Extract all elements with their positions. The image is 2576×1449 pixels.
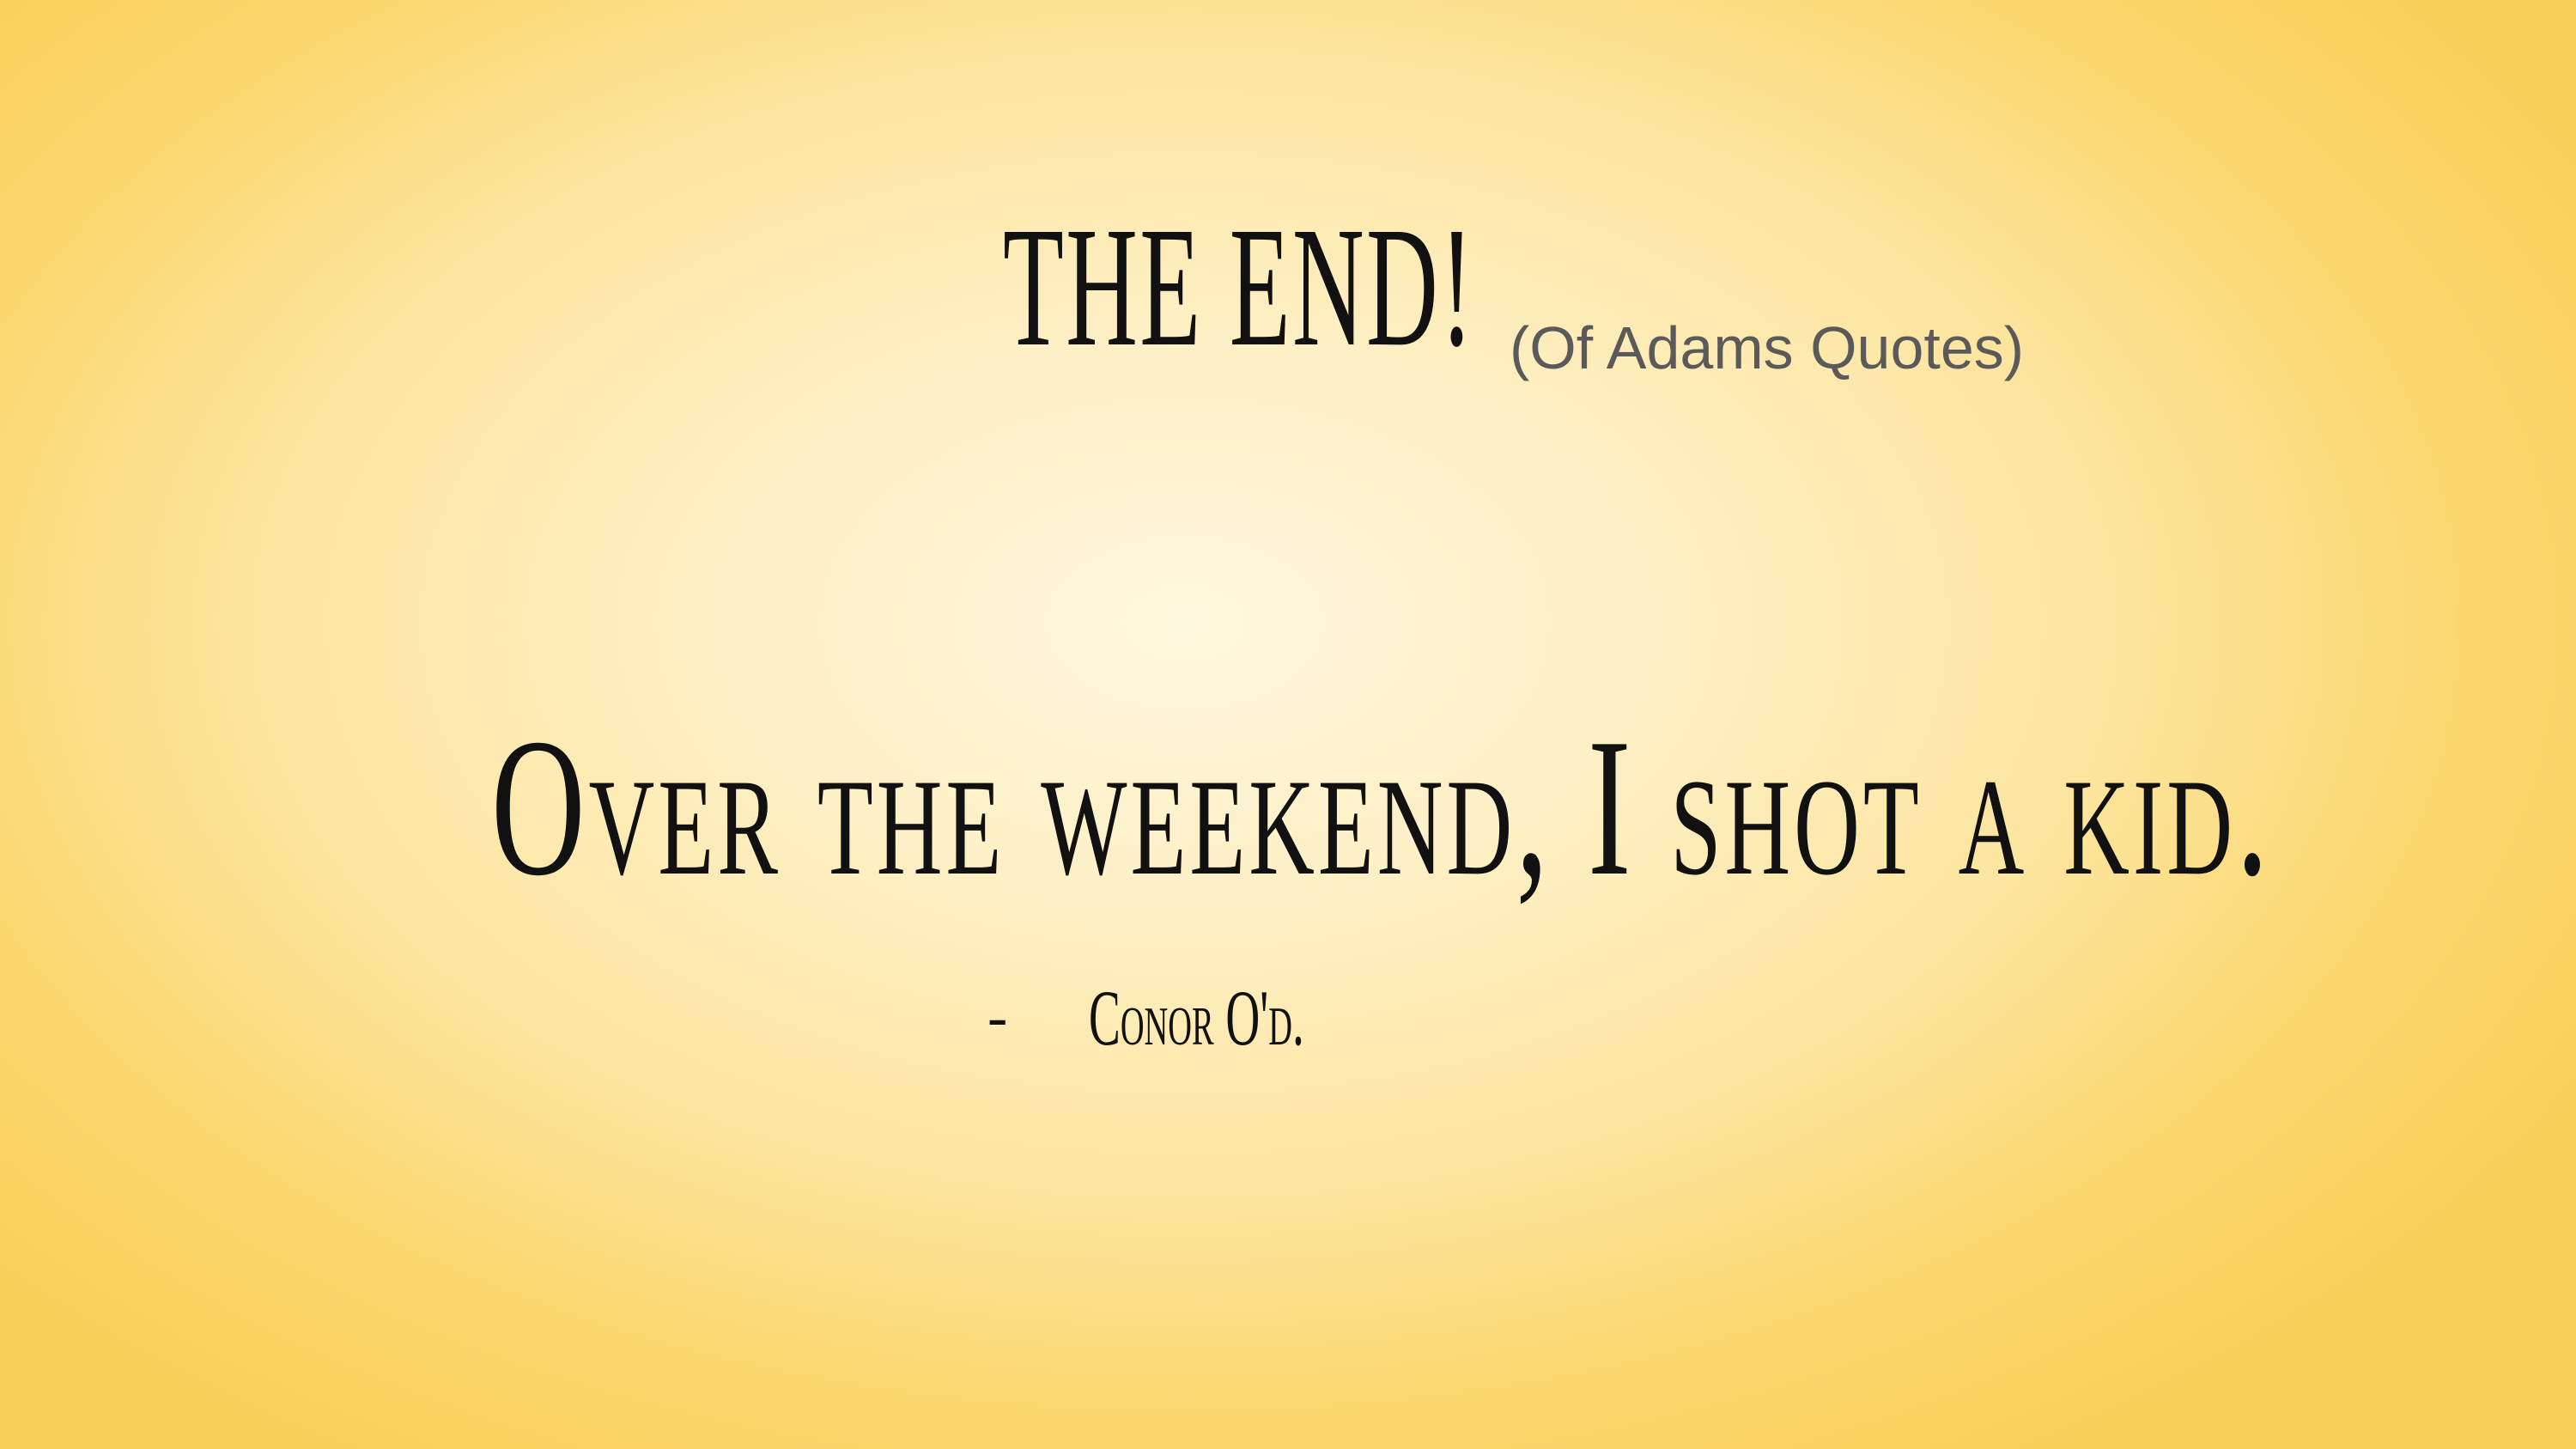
- slide-title: THE END!: [1003, 192, 1476, 382]
- attribution-dash: -: [987, 984, 1008, 1050]
- quote-attribution: [987, 971, 1589, 1074]
- quote-text: Over the weekend, I shot a kid.: [491, 697, 2272, 916]
- title-row: [0, 193, 2576, 391]
- slide-subtitle: (Of Adams Quotes): [1510, 314, 2025, 381]
- attribution-name: Conor O'd.: [1089, 974, 1304, 1062]
